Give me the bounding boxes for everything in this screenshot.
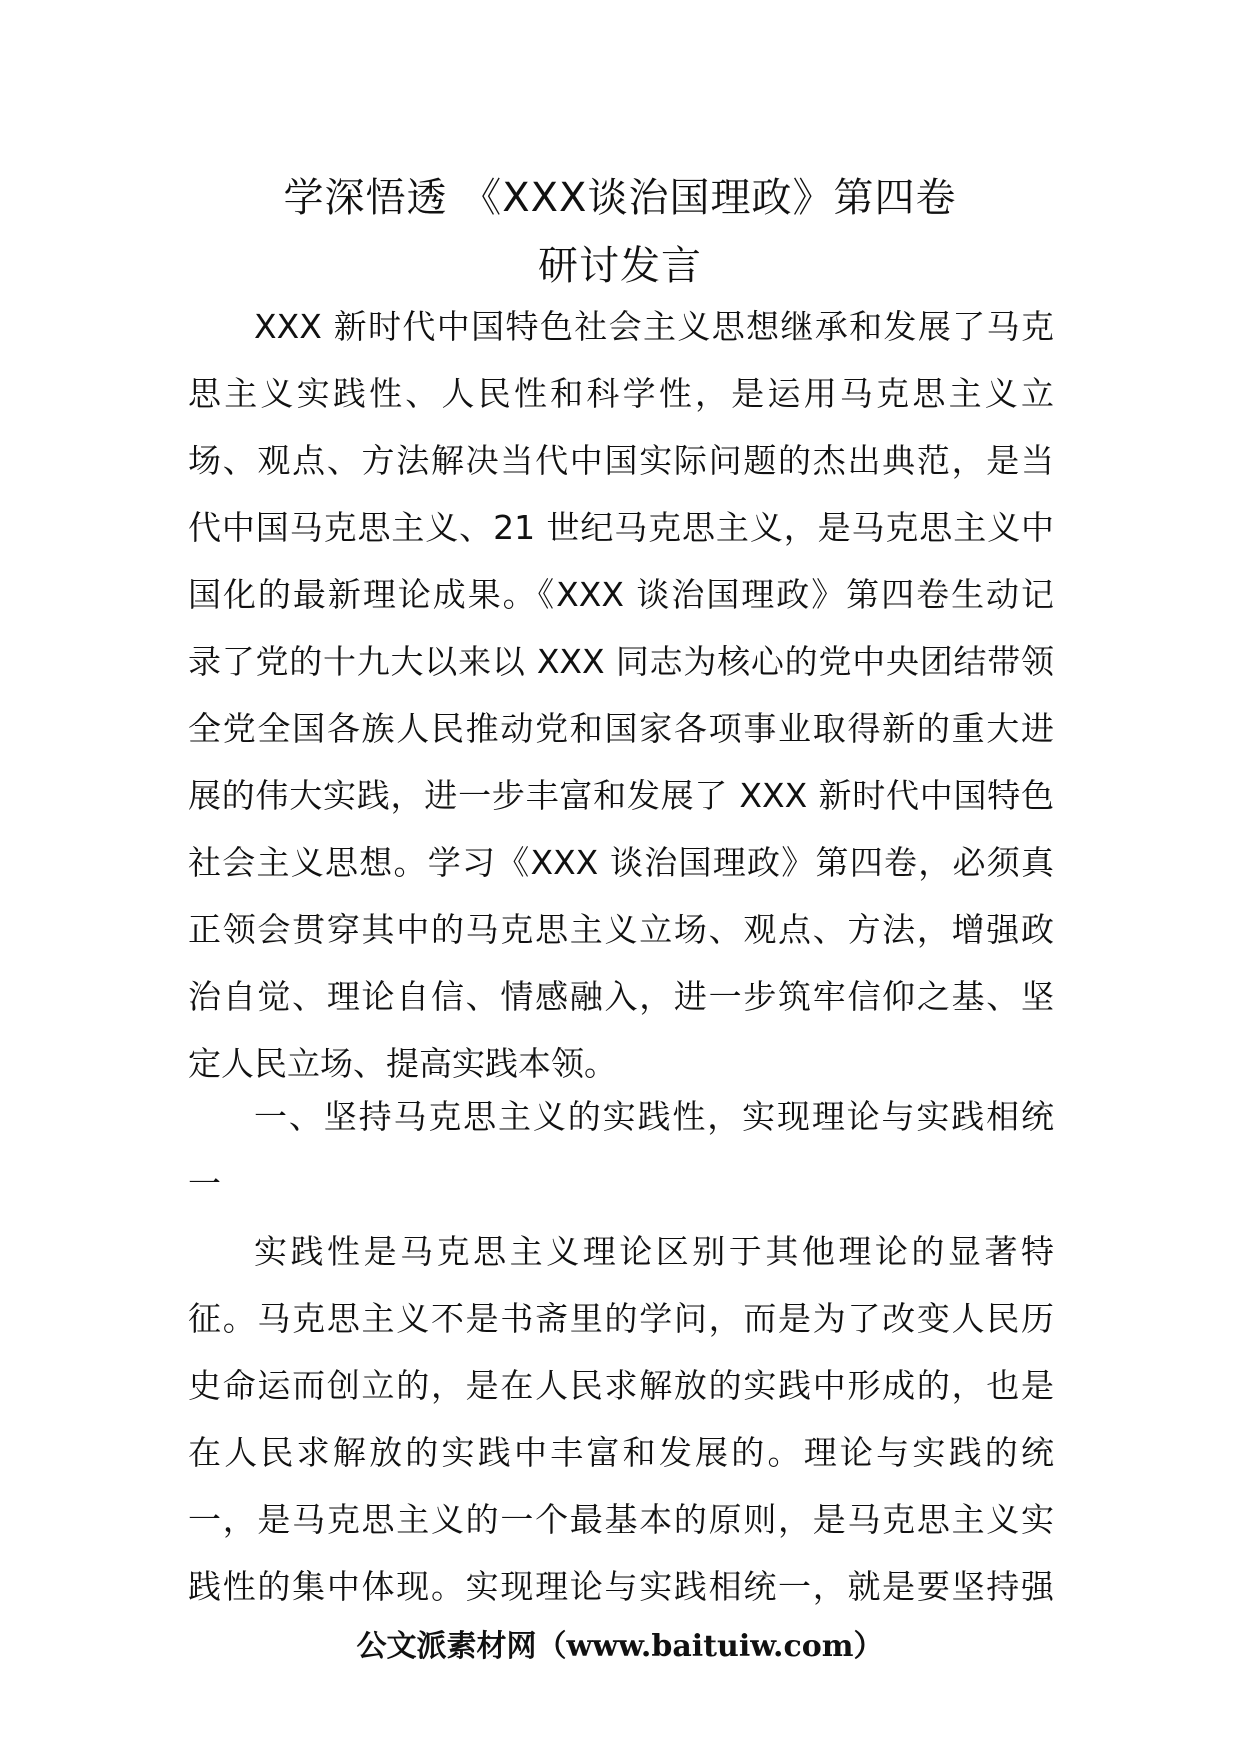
paragraph-line: 征。马克思主义不是书斋里的学问，而是为了改变人民历 [188,1299,1054,1338]
paragraph-line: 史命运而创立的，是在人民求解放的实践中形成的，也是 [188,1366,1054,1405]
paragraph-line: 代中国马克思主义、21 世纪马克思主义，是马克思主义中 [188,508,1054,547]
paragraph-line: 治自觉、理论自信、情感融入，进一步筑牢信仰之基、坚 [188,977,1054,1016]
paragraph-1 [188,293,1054,1097]
title-line-1: 学深悟透 《XXX谈治国理政》第四卷 [283,175,957,221]
paragraph-line: 定人民立场、提高实践本领。 [188,1044,617,1083]
section-heading-1 [188,1083,1054,1217]
paragraph-line: 思主义实践性、人民性和科学性，是运用马克思主义立 [188,374,1054,413]
paragraph-2 [188,1218,1054,1620]
paragraph-line: 实践性是马克思主义理论区别于其他理论的显著特 [254,1232,1054,1271]
paragraph-line: 社会主义思想。学习《XXX 谈治国理政》第四卷，必须真 [188,843,1054,882]
title-line-2: 研讨发言 [538,243,702,289]
paragraph-line: 正领会贯穿其中的马克思主义立场、观点、方法，增强政 [188,910,1054,949]
paragraph-line: 一，是马克思主义的一个最基本的原则，是马克思主义实 [188,1500,1054,1539]
paragraph-line: 录了党的十九大以来以 XXX 同志为核心的党中央团结带领 [188,642,1054,681]
heading-line: 一、坚持马克思主义的实践性，实现理论与实践相统 [254,1097,1054,1136]
paragraph-line: 国化的最新理论成果。《XXX 谈治国理政》第四卷生动记 [188,575,1054,614]
heading-line: 一 [188,1164,221,1203]
paragraph-line: XXX 新时代中国特色社会主义思想继承和发展了马克 [254,307,1054,346]
paragraph-line: 在人民求解放的实践中丰富和发展的。理论与实践的统 [188,1433,1054,1472]
paragraph-line: 场、观点、方法解决当代中国实际问题的杰出典范，是当 [188,441,1054,480]
paragraph-line: 全党全国各族人民推动党和国家各项事业取得新的重大进 [188,709,1054,748]
paragraph-line: 践性的集中体现。实现理论与实践相统一，就是要坚持强 [188,1567,1054,1606]
paragraph-line: 展的伟大实践，进一步丰富和发展了 XXX 新时代中国特色 [188,776,1054,815]
footer-watermark: 公文派素材网（www.baituiw.com） [356,1629,884,1664]
